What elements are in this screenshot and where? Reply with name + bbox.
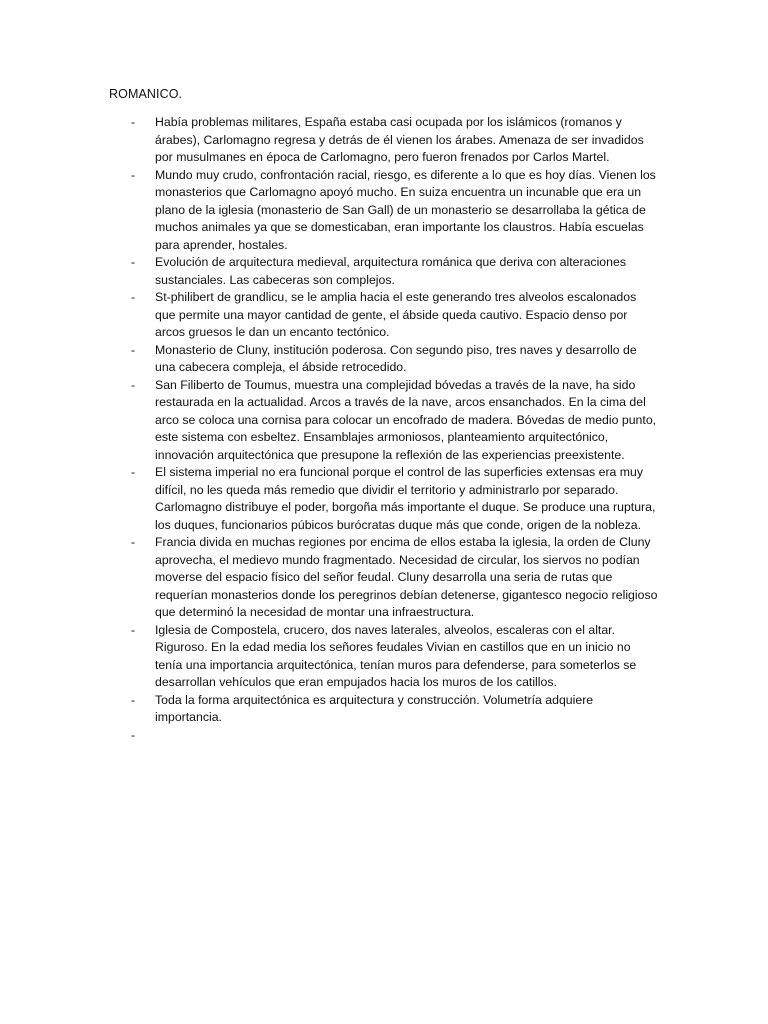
bullet-list xyxy=(0,114,768,744)
bullet-dash: - xyxy=(131,115,136,129)
list-item-text: Había problemas militares, España estaba casi ocupada por los islámicos (romanos y árabes), Carlomagno regresa y detrás de él vienen los árabes. Amenaza de ser invadidos por musulmanes en época de Carlomagno, pero fueron frenados por Carlos Martel. xyxy=(155,115,644,164)
bullet-dash: - xyxy=(131,342,136,357)
list-item-empty xyxy=(0,727,660,745)
list-item-text: Mundo muy crudo, confrontación racial, riesgo, es diferente a lo que es hoy días. Vienen los monasterios que Carlomagno apoyó mucho. En suiza encuentra un incunable que era un plano de la iglesia (monasterio de San Gall) de un monasterio se desarrollaba la gética de muchos animales ya que se domesticaban, eran importante los claustros. Había escuelas para aprender, hostales. xyxy=(155,167,656,252)
list-item-text: Iglesia de Compostela, crucero, dos naves laterales, alveolos, escaleras con el altar. Riguroso. En la edad media los señores feudales Vivian en castillos que en un inicio no tenía una importancia arquitectónica, tenían muros para defenderse, para someterlos se desarrollan vehículos que eran empujados hacia los muros de los catillos. xyxy=(155,622,637,689)
bullet-dash: - xyxy=(131,290,136,304)
list-item-text: Toda la forma arquitectónica es arquitectura y construcción. Volumetría adquiere importancia. xyxy=(155,692,594,724)
bullet-dash: - xyxy=(131,255,136,269)
list-item xyxy=(0,289,660,342)
list-item xyxy=(0,377,660,465)
list-item-text: Francia divida en muchas regiones por encima de ellos estaba la iglesia, la orden de Cluny aprovecha, el medievo mundo fragmentado. Necesidad de circular, los siervos no podían moverse del espacio físico del señor feudal. Cluny desarrolla una seria de rutas que requerían monasterios donde los peregrinos debían detenerse, gigantesco negocio religioso que determinó la necesidad de montar una infraestructura. xyxy=(155,535,658,619)
list-item xyxy=(0,622,660,692)
bullet-dash: - xyxy=(131,535,136,549)
bullet-dash: - xyxy=(131,692,136,707)
list-item xyxy=(0,534,660,622)
list-item xyxy=(0,464,660,534)
bullet-dash: - xyxy=(131,377,136,392)
list-item-text: Evolución de arquitectura medieval, arquitectura románica que deriva con alteraciones sustanciales. Las cabeceras son complejos. xyxy=(155,255,626,287)
list-item-text: Monasterio de Cluny, institución poderosa. Con segundo piso, tres naves y desarrollo de una cabecera compleja, el ábside retrocedido. xyxy=(155,342,637,374)
list-item-text: El sistema imperial no era funcional porque el control de las superficies extensas era muy difícil, no les queda más remedio que dividir el territorio y administrarlo por separado. Carlomagno distribuye el poder, borgoña más importante el duque. Se produce una ruptura, los duques, funcionarios púbicos burócratas duque más que conde, origen de la nobleza. xyxy=(155,465,656,532)
bullet-dash: - xyxy=(131,622,136,637)
list-item xyxy=(0,342,660,377)
list-item-text: San Filiberto de Toumus, muestra una complejidad bóvedas a través de la nave, ha sido restaurada en la actualidad. Arcos a través de la nave, arcos ensanchados. En la cima del arco se coloca una cornisa para colocar un encofrado de madera. Bóvedas de medio punto, este sistema con esbeltez. Ensamblajes armoniosos, planteamiento arquitectónico, innovación arquitectónica que presupone la reflexión de las experiencias preexistente. xyxy=(155,377,657,462)
list-item xyxy=(0,167,660,255)
list-item xyxy=(0,254,660,289)
list-item xyxy=(0,692,660,727)
list-item xyxy=(0,114,660,167)
bullet-dash: - xyxy=(131,727,136,742)
document-title: ROMANICO. xyxy=(109,87,183,101)
bullet-dash: - xyxy=(131,167,136,182)
list-item-text: St-philibert de grandlicu, se le amplia hacia el este generando tres alveolos escalonados que permite una mayor cantidad de gente, el ábside queda cautivo. Espacio denso por arcos gruesos le dan un encanto tectónico. xyxy=(155,290,637,339)
bullet-dash: - xyxy=(131,465,136,479)
